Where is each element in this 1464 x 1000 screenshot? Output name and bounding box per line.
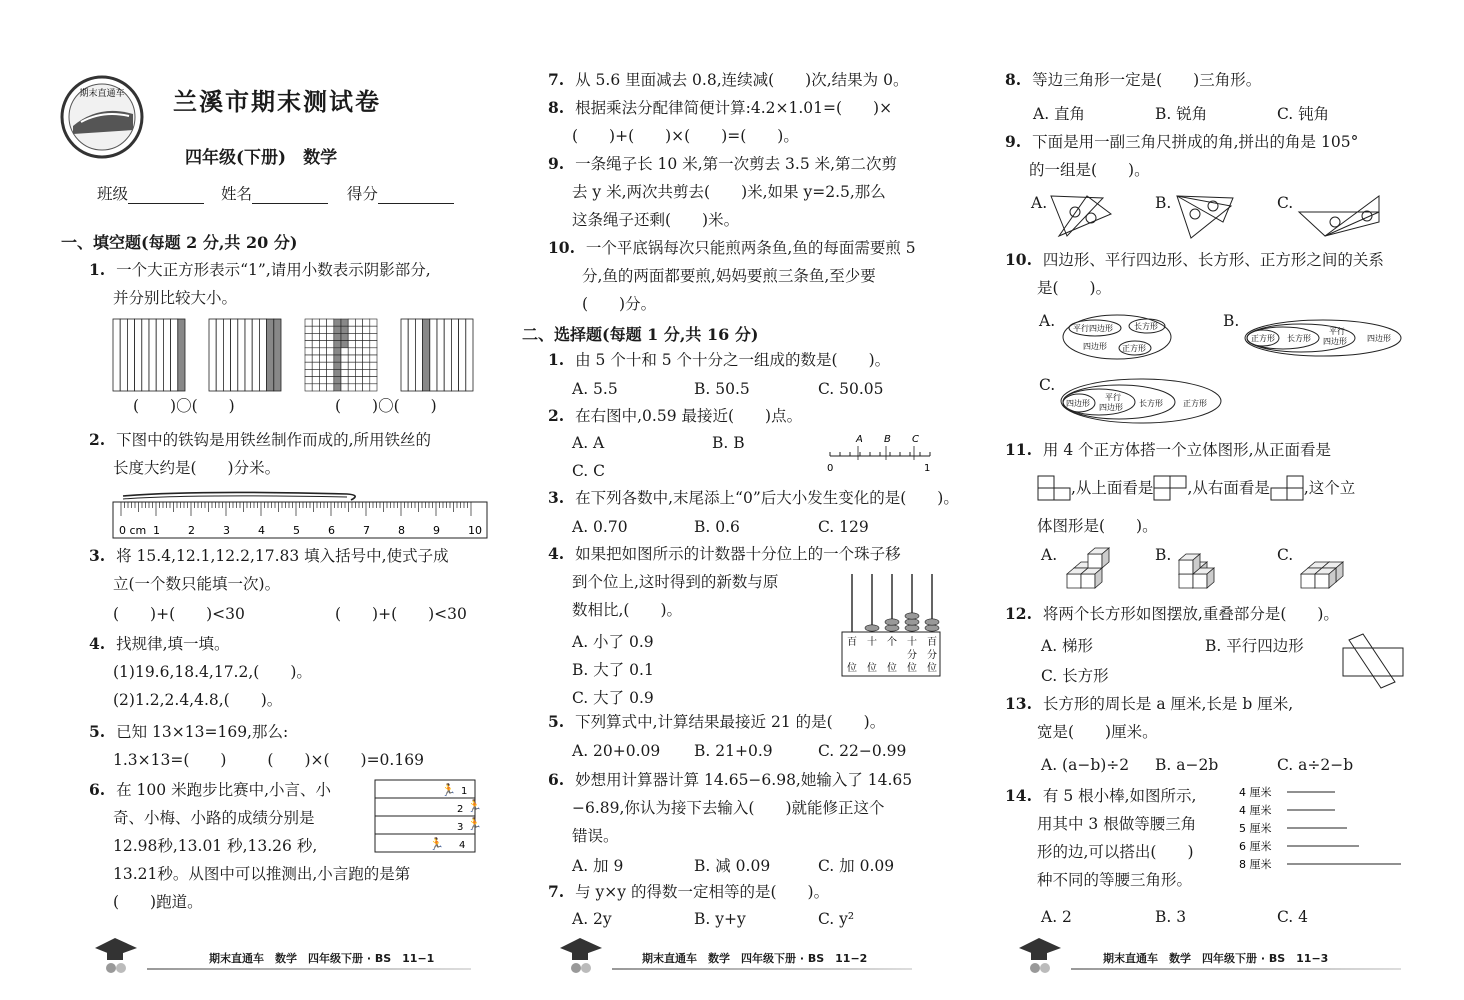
section-1-title: 一、填空题(每题 2 分,共 20 分) xyxy=(61,233,298,252)
question-6: 6. 在 100 米跑步比赛中,小言、小 奇、小梅、小路的成绩分别是 12.98秒,13.01 秒,13.26 秒, 13.21秒。从图中可以推测出,小言跑的是第 ( )跑道。 xyxy=(89,780,411,911)
s14-option-c[interactable]: C. 4 xyxy=(1277,908,1309,926)
lane-3-label: 3 xyxy=(457,822,464,833)
s7-option-b[interactable]: B. y+y xyxy=(694,910,746,928)
lane-2-label: 2 xyxy=(457,804,464,815)
s12-option-b[interactable]: B. 平行四边形 xyxy=(1205,637,1304,655)
cube xyxy=(1315,568,1336,588)
s1-option-b[interactable]: B. 50.5 xyxy=(694,380,750,398)
footer-text-1: 期末直通车 数学 四年级下册 · BS 11−1 xyxy=(209,952,435,965)
s10-option-a[interactable]: A. xyxy=(1039,312,1056,330)
s9-option-c[interactable]: C. xyxy=(1277,194,1294,212)
s14-option-b[interactable]: B. 3 xyxy=(1155,908,1187,926)
q3-blank-a[interactable]: ( )+( )<30 xyxy=(113,605,245,623)
s2-option-b[interactable]: B. B xyxy=(712,434,745,452)
ruler-label: 3 xyxy=(223,524,230,537)
svg-text:四边形: 四边形 xyxy=(1083,342,1107,351)
s13-option-c[interactable]: C. a÷2−b xyxy=(1277,756,1354,774)
s14-option-a[interactable]: A. 2 xyxy=(1041,908,1072,926)
graduation-cap-icon xyxy=(556,934,606,974)
choice-question-9: 9. 下面是用一副三角尺拼成的角,拼出的角是 105° 的一组是( )。 xyxy=(1005,132,1359,179)
s8-option-a[interactable]: A. 直角 xyxy=(1033,105,1086,123)
s6-option-c[interactable]: C. 加 0.09 xyxy=(818,857,895,875)
abacus-bead xyxy=(885,625,899,631)
question-3: 3. 将 15.4,12.1,12.2,17.83 填入括号中,使式子成 立(一个数只能填一次)。 xyxy=(89,546,449,593)
cubes-b-icon xyxy=(1173,544,1229,594)
svg-text:长方形: 长方形 xyxy=(1134,322,1158,331)
runner-icon: 🏃 xyxy=(467,817,482,831)
cubes-a-icon xyxy=(1061,544,1117,594)
decimal-grid xyxy=(113,319,185,391)
s10-option-c[interactable]: C. xyxy=(1039,376,1056,394)
footer-2 xyxy=(556,940,916,980)
s3-option-c[interactable]: C. 129 xyxy=(818,518,869,536)
score-label: 得分 xyxy=(346,185,378,203)
svg-text:平行: 平行 xyxy=(1329,327,1345,336)
question-10: 10. 一个平底锅每次只能煎两条鱼,鱼的每面需要煎 5 分,鱼的两面都要煎,妈妈要煎三条鱼,至少要 ( )分。 xyxy=(548,238,916,313)
decimal-grid xyxy=(305,319,377,391)
svg-text:平行: 平行 xyxy=(1105,393,1121,402)
logo-text: 期末直通车 xyxy=(79,89,125,99)
choice-question-4: 4. 如果把如图所示的计数器十分位上的一个珠子移 到个位上,这时得到的新数与原 数相比,( )。 xyxy=(548,544,901,619)
stick-label: 4 厘米 xyxy=(1239,804,1272,817)
s6-option-b[interactable]: B. 减 0.09 xyxy=(694,857,771,875)
decimal-grid xyxy=(401,319,473,391)
sticks-figure xyxy=(1235,782,1405,876)
s4-option-a[interactable]: A. 小了 0.9 xyxy=(572,633,654,651)
svg-text:四边形: 四边形 xyxy=(1099,403,1123,412)
abacus-figure xyxy=(838,570,944,678)
s12-option-c[interactable]: C. 长方形 xyxy=(1041,667,1109,685)
s11-option-b[interactable]: B. xyxy=(1155,546,1172,564)
s7-option-c[interactable]: C. y² xyxy=(818,910,855,928)
s3-option-b[interactable]: B. 0.6 xyxy=(694,518,740,536)
stick-label: 8 厘米 xyxy=(1239,858,1272,871)
s6-option-a[interactable]: A. 加 9 xyxy=(572,857,624,875)
stick-label: 4 厘米 xyxy=(1239,786,1272,799)
abacus-place-label: 位 xyxy=(887,663,897,674)
choice-question-12: 12. 将两个长方形如图摆放,重叠部分是( )。 xyxy=(1005,604,1339,623)
runner-icon: 🏃 xyxy=(441,783,456,797)
s11-option-a[interactable]: A. xyxy=(1041,546,1058,564)
name-label: 姓名 xyxy=(220,185,252,203)
s4-option-b[interactable]: B. 大了 0.1 xyxy=(572,661,654,679)
venn-b-figure xyxy=(1243,316,1407,360)
s2-option-c[interactable]: C. C xyxy=(572,462,606,480)
s8-option-b[interactable]: B. 锐角 xyxy=(1155,105,1208,123)
abacus-place-label: 个 xyxy=(887,637,897,648)
point-a-label: A xyxy=(856,434,863,445)
overlapping-rectangles-figure xyxy=(1341,632,1407,690)
choice-question-7: 7. 与 y×y 的得数一定相等的是( )。 xyxy=(548,882,830,901)
page-column-2 xyxy=(520,0,960,1000)
s11-views-line: ,从上面看是 ,从右面看是 ,这个立 xyxy=(1037,474,1355,503)
cubes-c-icon xyxy=(1295,544,1351,594)
s11-line-3: 体图形是( )。 xyxy=(1037,517,1158,535)
right-view-icon xyxy=(1270,475,1304,503)
footer-text-2: 期末直通车 数学 四年级下册 · BS 11−2 xyxy=(642,952,868,965)
ruler-label: 9 xyxy=(433,524,440,537)
s5-option-c[interactable]: C. 22−0.99 xyxy=(818,742,907,760)
ruler-label: 10 xyxy=(468,524,482,537)
footer-text-3: 期末直通车 数学 四年级下册 · BS 11−3 xyxy=(1103,952,1329,965)
abacus-bead xyxy=(905,613,919,619)
abacus-bead xyxy=(865,625,879,631)
s13-option-b[interactable]: B. a−2b xyxy=(1155,756,1219,774)
cube xyxy=(1081,568,1102,588)
number-line-figure xyxy=(820,430,940,474)
ruler-label: 5 xyxy=(293,524,300,537)
point-c-label: C xyxy=(912,434,919,445)
front-view-icon xyxy=(1037,475,1071,503)
q1-answer-blank-2[interactable]: ( )〇( ) xyxy=(335,397,437,415)
ruler-label: 2 xyxy=(188,524,195,537)
page-column-3 xyxy=(1005,0,1425,1000)
triangle-ruler-a-icon xyxy=(1047,192,1117,242)
triangle-ruler-c-icon xyxy=(1295,192,1401,242)
runner-icon: 🏃 xyxy=(467,799,482,813)
number-line-end: 1 xyxy=(924,463,931,474)
ruler-label: 4 xyxy=(258,524,265,537)
abacus-place-label: 位 xyxy=(867,663,877,674)
exam-title: 兰溪市期末测试卷 xyxy=(173,87,381,116)
s1-option-c[interactable]: C. 50.05 xyxy=(818,380,884,398)
abacus-bead xyxy=(905,625,919,631)
choice-question-10: 10. 四边形、平行四边形、长方形、正方形之间的关系 是( )。 xyxy=(1005,250,1384,297)
question-9: 9. 一条绳子长 10 米,第一次剪去 3.5 米,第二次剪 去 y 米,两次共剪去( )米,如果 y=2.5,那么 这条绳子还剩( )米。 xyxy=(548,154,898,229)
question-8: 8. 根据乘法分配律简便计算:4.2×1.01=( )× ( )+( )×( )=( )。 xyxy=(548,98,893,145)
s1-option-a[interactable]: A. 5.5 xyxy=(572,380,618,398)
cube xyxy=(1088,548,1109,568)
ruler-label: 1 xyxy=(153,524,160,537)
abacus-place-label: 百 xyxy=(927,637,937,648)
choice-question-11: 11. 用 4 个正方体搭一个立体图形,从正面看是 xyxy=(1005,440,1332,459)
lane-4-label: 4 xyxy=(459,840,466,851)
page-column-1 xyxy=(55,0,495,1000)
q1-answer-blank-1[interactable]: ( )〇( ) xyxy=(133,397,235,415)
score-field[interactable] xyxy=(378,188,454,204)
abacus-bead xyxy=(885,619,899,625)
svg-text:长方形: 长方形 xyxy=(1139,399,1163,408)
svg-text:长方形: 长方形 xyxy=(1287,334,1311,343)
cube xyxy=(1179,554,1200,574)
s13-option-a[interactable]: A. (a−b)÷2 xyxy=(1041,756,1130,774)
class-label: 班级 xyxy=(97,185,129,203)
choice-question-2: 2. 在右图中,0.59 最接近( )点。 xyxy=(548,406,803,425)
s7-option-a[interactable]: A. 2y xyxy=(572,910,612,928)
s4-option-c[interactable]: C. 大了 0.9 xyxy=(572,689,654,707)
top-view-icon xyxy=(1153,475,1187,503)
ruler-label: 6 xyxy=(328,524,335,537)
abacus-place-label: 位 xyxy=(907,663,917,674)
question-2: 2. 下图中的铁钩是用铁丝制作而成的,所用铁丝的 长度大约是( )分米。 xyxy=(89,430,432,477)
abacus-place-label: 十 xyxy=(907,637,917,648)
ruler-label: 7 xyxy=(363,524,370,537)
lane-1-label: 1 xyxy=(461,786,468,797)
ruler-label: 8 xyxy=(398,524,405,537)
class-field[interactable] xyxy=(128,188,204,204)
point-b-label: B xyxy=(884,434,891,445)
venn-c-figure xyxy=(1059,376,1223,426)
s11-option-c[interactable]: C. xyxy=(1277,546,1294,564)
footer-1 xyxy=(91,940,471,980)
running-track-figure xyxy=(373,778,483,854)
triangle-ruler-b-icon xyxy=(1173,192,1243,242)
choice-question-13: 13. 长方形的周长是 a 厘米,长是 b 厘米, 宽是( )厘米。 xyxy=(1005,694,1294,741)
exam-subtitle: 四年级(下册) 数学 xyxy=(185,148,338,168)
svg-text:四边形: 四边形 xyxy=(1367,334,1391,343)
venn-a-figure xyxy=(1061,312,1175,362)
svg-text:四边形: 四边形 xyxy=(1066,399,1090,408)
stick-label: 6 厘米 xyxy=(1239,840,1272,853)
s10-option-b[interactable]: B. xyxy=(1223,312,1240,330)
abacus-place-label: 分 xyxy=(927,650,937,661)
choice-question-3: 3. 在下列各数中,末尾添上“0”后大小发生变化的是( )。 xyxy=(548,488,959,507)
choice-question-1: 1. 由 5 个十和 5 个十分之一组成的数是( )。 xyxy=(548,350,891,369)
svg-text:正方形: 正方形 xyxy=(1183,399,1207,408)
choice-question-5: 5. 下列算式中,计算结果最接近 21 的是( )。 xyxy=(548,712,886,731)
student-info-row xyxy=(97,182,454,204)
s2-option-a[interactable]: A. A xyxy=(572,434,605,452)
svg-text:正方形: 正方形 xyxy=(1122,344,1146,353)
number-line-start: 0 xyxy=(827,463,834,474)
s5-option-b[interactable]: B. 21+0.9 xyxy=(694,742,773,760)
abacus-place-label: 位 xyxy=(927,663,937,674)
footer-3 xyxy=(1015,940,1405,980)
decimal-grid-figures xyxy=(111,318,491,392)
decimal-grid xyxy=(209,319,281,391)
choice-question-8: 8. 等边三角形一定是( )三角形。 xyxy=(1005,70,1262,89)
section-2-title: 二、选择题(每题 1 分,共 16 分) xyxy=(522,325,759,344)
q3-blank-b[interactable]: ( )+( )<30 xyxy=(335,605,467,623)
ruler-figure xyxy=(111,486,489,542)
abacus-place-label: 百 xyxy=(847,637,857,648)
svg-text:平行四边形: 平行四边形 xyxy=(1073,324,1113,333)
s9-option-b[interactable]: B. xyxy=(1155,194,1172,212)
abacus-bead xyxy=(925,625,939,631)
runner-icon: 🏃 xyxy=(429,837,444,851)
s5-option-a[interactable]: A. 20+0.09 xyxy=(572,742,661,760)
choice-question-14: 14. 有 5 根小棒,如图所示, 用其中 3 根做等腰三角 形的边,可以搭出( ) 种不同的等腰三角形。 xyxy=(1005,786,1197,889)
choice-question-6: 6. 妙想用计算器计算 14.65−6.98,她输入了 14.65 −6.89,你认为接下去输入( )就能修正这个 错误。 xyxy=(548,770,913,845)
abacus-place-label: 分 xyxy=(907,650,917,661)
s3-option-a[interactable]: A. 0.70 xyxy=(572,518,628,536)
name-field[interactable] xyxy=(252,188,328,204)
svg-text:四边形: 四边形 xyxy=(1323,337,1347,346)
question-1: 1. 一个大正方形表示“1”,请用小数表示阴影部分, 并分别比较大小。 xyxy=(89,260,431,307)
question-5: 5. 已知 13×13=169,那么: 1.3×13=( ) ( )×( )=0.169 xyxy=(89,722,424,769)
graduation-cap-icon xyxy=(1015,934,1065,974)
s9-option-a[interactable]: A. xyxy=(1031,194,1048,212)
question-7: 7. 从 5.6 里面减去 0.8,连续减( )次,结果为 0。 xyxy=(548,70,909,89)
abacus-bead xyxy=(925,619,939,625)
abacus-place-label: 十 xyxy=(867,637,877,648)
s12-option-a[interactable]: A. 梯形 xyxy=(1041,637,1094,655)
svg-text:正方形: 正方形 xyxy=(1251,334,1275,343)
abacus-bead xyxy=(905,619,919,625)
ruler-label: 0 cm xyxy=(119,524,147,537)
graduation-cap-icon xyxy=(91,934,141,974)
s8-option-c[interactable]: C. 钝角 xyxy=(1277,105,1330,123)
abacus-place-label: 位 xyxy=(847,663,857,674)
train-logo-icon xyxy=(59,74,145,160)
stick-label: 5 厘米 xyxy=(1239,822,1272,835)
question-4: 4. 找规律,填一填。 (1)19.6,18.4,17.2,( )。 (2)1.2,2.4,4.8,( )。 xyxy=(89,634,312,709)
